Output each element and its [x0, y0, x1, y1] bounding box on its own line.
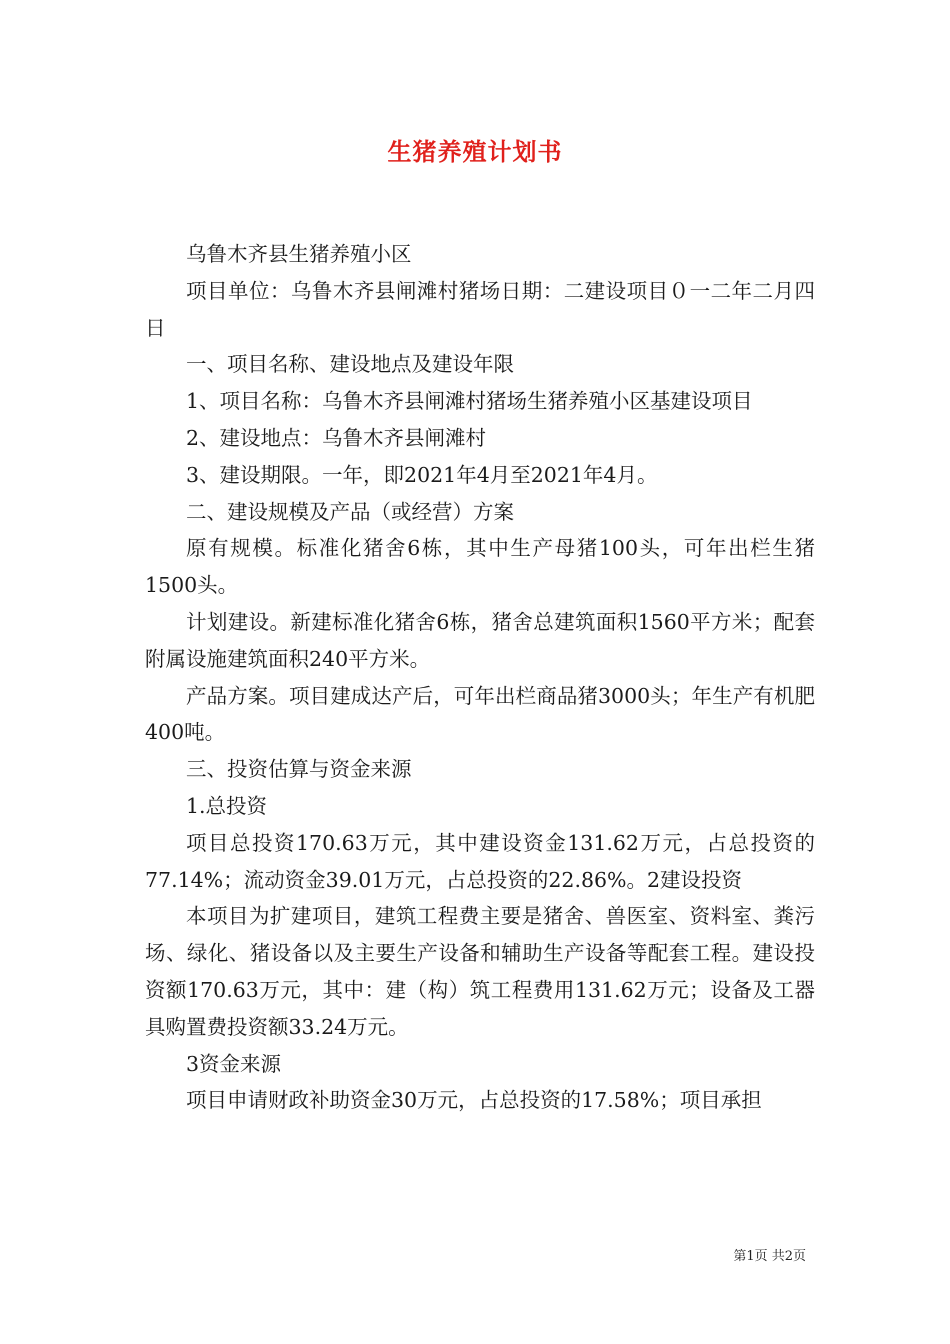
section-heading: 三、投资估算与资金来源 [186, 757, 412, 782]
paragraph: 原有规模。标准化猪舍6栋，其中生产母猪100头，可年出栏生猪1500头。 [145, 536, 815, 598]
paragraph: 产品方案。项目建成达产后，可年出栏商品猪3000头；年生产有机肥400吨。 [145, 683, 815, 745]
paragraph: 项目总投资170.63万元，其中建设资金131.62万元，占总投资的77.14%；流动资金39.01万元，占总投资的22.86%。2建设投资 [145, 830, 815, 892]
subsection-heading: 3资金来源 [186, 1051, 282, 1076]
paragraph: 1、项目名称：乌鲁木齐县闸滩村猪场生猪养殖小区基建设项目 [186, 389, 753, 414]
paragraph: 项目单位：乌鲁木齐县闸滩村猪场日期：二建设项目０一二年二月四日 [145, 278, 815, 340]
paragraph: 项目申请财政补助资金30万元，占总投资的17.58%；项目承担 [186, 1088, 762, 1113]
paragraph: 2、建设地点：乌鲁木齐县闸滩村 [186, 425, 487, 450]
document-body [145, 236, 815, 1119]
section-heading: 二、建设规模及产品（或经营）方案 [186, 499, 514, 524]
page-number-footer: 第1页 共2页 [733, 1249, 806, 1264]
paragraph: 乌鲁木齐县生猪养殖小区 [186, 242, 412, 266]
document-title: 生猪养殖计划书 [387, 138, 563, 166]
section-heading: 一、项目名称、建设地点及建设年限 [186, 352, 514, 377]
subsection-heading: 1.总投资 [186, 793, 268, 818]
paragraph: 计划建设。新建标准化猪舍6栋，猪舍总建筑面积1560平方米；配套附属设施建筑面积240平方米。 [145, 609, 815, 671]
paragraph: 本项目为扩建项目，建筑工程费主要是猪舍、兽医室、资料室、粪污场、绿化、猪设备以及主要生产设备和辅助生产设备等配套工程。建设投资额170.63万元，其中：建（构）筑工程费用131.62万元；设备及工器具购置费投资额33.24万元。 [145, 904, 815, 1039]
paragraph: 3、建设期限。一年，即2021年4月至2021年4月。 [186, 462, 658, 487]
